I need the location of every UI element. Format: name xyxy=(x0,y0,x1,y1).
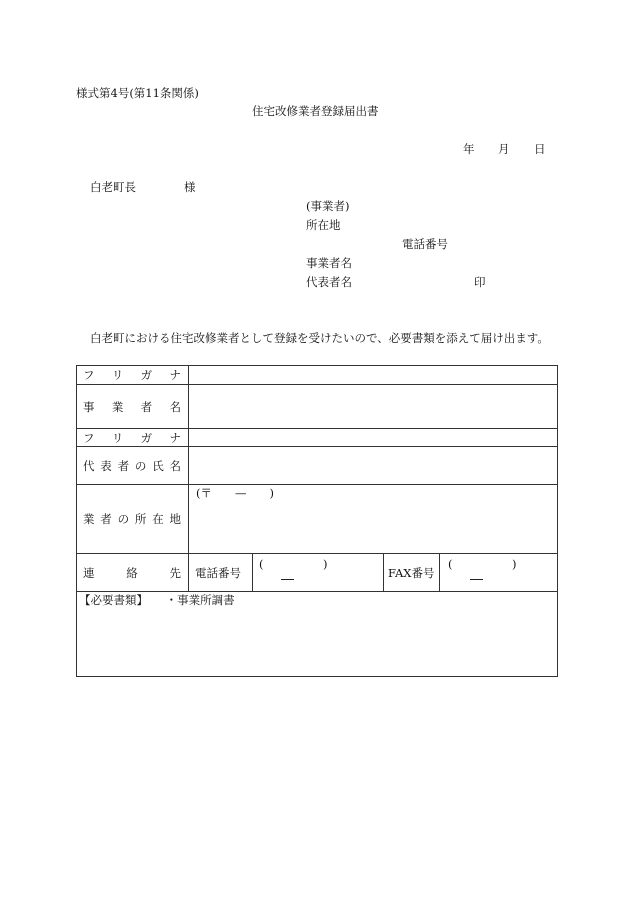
contact-char: 連 xyxy=(83,565,95,580)
phone-field[interactable] xyxy=(253,554,384,592)
furigana-char: ガ xyxy=(140,430,153,445)
rep-name-char: 代 xyxy=(83,458,95,473)
furigana-char: フ xyxy=(83,430,95,445)
representative-furigana-field[interactable] xyxy=(189,429,558,447)
addressee-mayor: 白老町長 xyxy=(90,180,136,194)
business-name-char: 名 xyxy=(169,399,181,414)
furigana-char: ガ xyxy=(140,368,153,382)
address-char: 在 xyxy=(152,512,164,526)
furigana-char: フ xyxy=(83,368,95,382)
date-year: 年 xyxy=(463,142,475,156)
date-day: 日 xyxy=(534,142,546,156)
fax-label-text: FAX番号 xyxy=(388,565,435,580)
registration-table xyxy=(76,365,558,677)
furigana-char: リ xyxy=(111,430,124,445)
furigana-char: ナ xyxy=(169,368,181,382)
representative-name-field[interactable] xyxy=(189,447,558,485)
business-name-char: 事 xyxy=(83,399,95,414)
applicant-business-name-label: 事業者名 xyxy=(306,256,352,270)
fax-field[interactable] xyxy=(440,554,558,592)
phone-paren-open: ( xyxy=(259,557,264,571)
rep-name-char: 者 xyxy=(117,458,130,473)
business-name-char: 者 xyxy=(140,399,153,414)
postal-code-template: (〒 — ) xyxy=(196,486,274,500)
rep-name-char: 氏 xyxy=(152,458,164,473)
phone-dash xyxy=(281,579,294,580)
fax-paren-close: ) xyxy=(512,557,517,571)
required-documents-cell xyxy=(77,592,558,677)
business-address-field[interactable] xyxy=(189,485,558,554)
phone-label-text: 電話番号 xyxy=(195,565,241,580)
date-month: 月 xyxy=(498,142,510,156)
rep-name-char: 表 xyxy=(100,458,112,473)
document-title: 住宅改修業者登録届出書 xyxy=(252,104,379,118)
address-char: の xyxy=(117,512,130,526)
furigana-label-1 xyxy=(77,366,189,385)
rep-name-char: の xyxy=(134,458,147,473)
furigana-label-2 xyxy=(77,429,189,447)
contact-char: 先 xyxy=(169,565,181,580)
business-furigana-field[interactable] xyxy=(189,366,558,385)
business-address-label xyxy=(77,485,189,554)
required-docs-item: ・事業所調書 xyxy=(165,593,235,607)
seal-mark: 印 xyxy=(474,275,486,289)
business-name-field[interactable] xyxy=(189,385,558,429)
required-docs-label: 【必要書類】 xyxy=(79,593,148,607)
business-name-char: 業 xyxy=(111,399,124,414)
statement-text: 白老町における住宅改修業者として登録を受けたいので、必要書類を添えて届け出ます。 xyxy=(90,331,549,345)
furigana-char: ナ xyxy=(169,430,181,445)
applicant-heading: (事業者) xyxy=(306,199,350,213)
phone-paren-close: ) xyxy=(323,557,328,571)
fax-paren-open: ( xyxy=(448,557,453,571)
representative-name-label xyxy=(77,447,189,485)
fax-dash xyxy=(470,579,483,580)
applicant-address-label: 所在地 xyxy=(306,218,341,232)
address-char: 所 xyxy=(134,512,147,526)
phone-label xyxy=(189,554,253,592)
applicant-phone-label: 電話番号 xyxy=(402,237,448,251)
form-number: 様式第4号(第11条関係) xyxy=(76,86,199,100)
fax-label xyxy=(384,554,440,592)
applicant-representative-label: 代表者名 xyxy=(306,275,352,289)
address-char: 者 xyxy=(100,512,112,526)
addressee-honorific: 様 xyxy=(184,180,196,194)
address-char: 業 xyxy=(83,512,95,526)
rep-name-char: 名 xyxy=(169,458,181,473)
contact-char: 絡 xyxy=(126,565,138,580)
address-char: 地 xyxy=(169,512,181,526)
furigana-char: リ xyxy=(111,368,124,382)
business-name-label xyxy=(77,385,189,429)
contact-label xyxy=(77,554,189,592)
